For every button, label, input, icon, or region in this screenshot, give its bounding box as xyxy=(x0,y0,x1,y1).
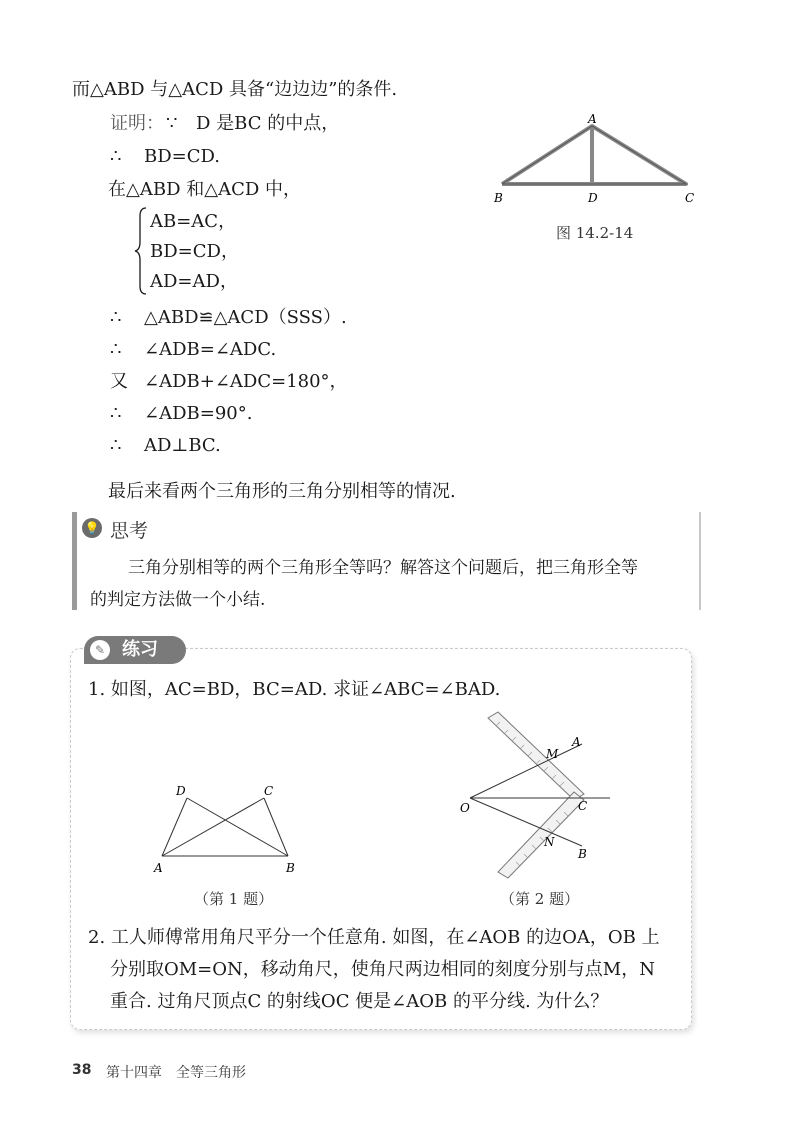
q2-label-c: C xyxy=(578,799,588,813)
proof-line-8: AD⊥BC. xyxy=(144,435,221,456)
question-1: 1. 如图，AC=BD，BC=AD. 求证∠ABC=∠BAD. xyxy=(88,679,501,700)
practice-title: 练习 xyxy=(122,639,158,660)
therefore-symbol: ∴ xyxy=(110,403,122,424)
q1-label-d: D xyxy=(176,784,186,798)
think-text-2: 的判定方法做一个小结. xyxy=(90,590,266,610)
fig14-label-a: A xyxy=(588,112,597,126)
think-text-1: 三角分别相等的两个三角形全等吗？解答这个问题后，把三角形全等 xyxy=(128,558,638,578)
q1-label-c: C xyxy=(264,784,274,798)
q2-label-o: O xyxy=(460,801,470,815)
question-2-line-3: 重合. 过角尺顶点C 的射线OC 便是∠AOB 的平分线. 为什么？ xyxy=(110,991,609,1012)
brace-icon xyxy=(134,206,148,296)
proof-line-2: BD=CD. xyxy=(144,146,221,167)
fig14-label-b: B xyxy=(494,191,503,205)
proof-label: 证明： xyxy=(110,113,164,134)
therefore-symbol: ∴ xyxy=(110,146,122,167)
question-2-line-2: 分别取OM=ON，移动角尺，使角尺两边相同的刻度分别与点M，N xyxy=(110,959,655,980)
therefore-symbol: ∴ xyxy=(110,435,122,456)
system-line-2: BD=CD， xyxy=(150,241,239,262)
therefore-symbol: ∴ xyxy=(110,307,122,328)
chapter-title: 第十四章 全等三角形 xyxy=(106,1065,246,1081)
also-label: 又 xyxy=(110,371,128,392)
fig14-label-c: C xyxy=(685,191,695,205)
question-2-line-1: 2. 工人师傅常用角尺平分一个任意角. 如图，在∠AOB 的边OA，OB 上 xyxy=(88,927,660,948)
figure-question-2 xyxy=(460,706,620,881)
practice-tab xyxy=(84,636,186,664)
intro-line: 而△ABD 与△ACD 具备“边边边”的条件. xyxy=(72,79,398,100)
proof-line-1: D 是BC 的中点， xyxy=(196,113,340,134)
proof-line-6: ∠ADB+∠ADC=180°， xyxy=(144,371,348,392)
page-number: 38 xyxy=(72,1062,92,1078)
proof-line-4: △ABD≌△ACD（SSS）. xyxy=(144,307,347,328)
figure-14-2-14 xyxy=(490,110,705,210)
proof-line-3: 在△ABD 和△ACD 中， xyxy=(108,179,301,200)
q2-label-b: B xyxy=(578,847,587,861)
closing-line: 最后来看两个三角形的三角分别相等的情况. xyxy=(108,481,456,502)
think-title: 思考 xyxy=(110,520,149,542)
pencil-icon: ✎ xyxy=(90,640,110,660)
proof-line-7: ∠ADB=90°. xyxy=(144,403,253,424)
figure-1-caption: （第 1 题） xyxy=(194,890,274,908)
therefore-symbol: ∴ xyxy=(110,339,122,360)
lightbulb-icon: 💡 xyxy=(82,518,102,538)
system-line-1: AB=AC， xyxy=(150,211,237,232)
proof-line-5: ∠ADB=∠ADC. xyxy=(144,339,277,360)
figure-question-1 xyxy=(150,780,310,880)
q2-label-n: N xyxy=(544,835,555,849)
system-line-3: AD=AD， xyxy=(150,271,238,292)
q1-label-b: B xyxy=(286,861,295,875)
q1-label-a: A xyxy=(154,861,163,875)
q2-label-m: M xyxy=(546,747,559,761)
because-symbol: ∵ xyxy=(166,113,178,134)
figure-2-caption: （第 2 题） xyxy=(500,890,580,908)
q2-label-a: A xyxy=(572,735,581,749)
fig14-label-d: D xyxy=(588,191,598,205)
figure-14-caption: 图 14.2-14 xyxy=(556,224,634,242)
